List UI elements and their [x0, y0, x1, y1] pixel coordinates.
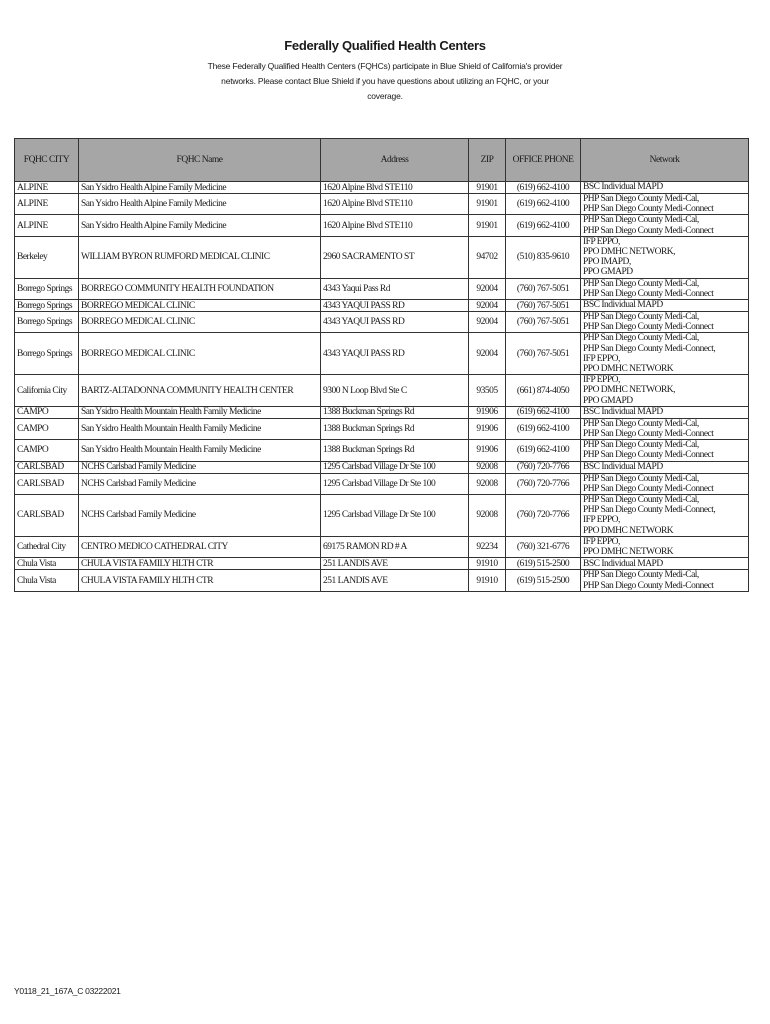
cell-address: 1620 Alpine Blvd STE110: [321, 194, 469, 215]
cell-network: [581, 495, 749, 537]
column-header-city: FQHC CITY: [15, 139, 79, 182]
cell-city: CAMPO: [15, 406, 79, 418]
network-line: PHP San Diego County Medi-Cal,: [583, 473, 699, 484]
cell-network: [581, 375, 749, 407]
cell-network: [581, 418, 749, 439]
cell-network: [581, 333, 749, 375]
cell-zip: 91910: [469, 558, 506, 570]
cell-address: 4343 Yaqui Pass Rd: [321, 278, 469, 299]
network-line: IFP EPPO,: [583, 353, 620, 364]
network-line: PPO DMHC NETWORK: [583, 525, 674, 536]
network-line: PHP San Diego County Medi-Connect: [583, 429, 714, 440]
cell-network: [581, 461, 749, 473]
cell-phone: (760) 720-7766: [506, 495, 581, 537]
table-row: [15, 182, 749, 194]
network-line: PHP San Diego County Medi-Connect: [583, 322, 714, 333]
network-line: PHP San Diego County Medi-Cal,: [583, 312, 699, 323]
cell-city: CARLSBAD: [15, 495, 79, 537]
cell-name: San Ysidro Health Mountain Health Family Medicine: [79, 418, 321, 439]
cell-zip: 91906: [469, 440, 506, 461]
cell-address: 1295 Carlsbad Village Dr Ste 100: [321, 461, 469, 473]
network-line: BSC Individual MAPD: [583, 300, 663, 311]
network-line: BSC Individual MAPD: [583, 558, 663, 569]
cell-phone: (760) 321-6776: [506, 536, 581, 557]
cell-network: [581, 278, 749, 299]
cell-zip: 91901: [469, 182, 506, 194]
cell-city: Cathedral City: [15, 536, 79, 557]
cell-zip: 93505: [469, 375, 506, 407]
cell-name: NCHS Carlsbad Family Medicine: [79, 461, 321, 473]
cell-phone: (760) 767-5051: [506, 278, 581, 299]
document-title: Federally Qualified Health Centers: [284, 38, 486, 53]
cell-zip: 92004: [469, 333, 506, 375]
network-line: BSC Individual MAPD: [583, 407, 663, 418]
cell-name: CHULA VISTA FAMILY HLTH CTR: [79, 558, 321, 570]
table-header: [15, 139, 749, 182]
table-row: [15, 333, 749, 375]
table-row: [15, 418, 749, 439]
table-row: [15, 300, 749, 312]
cell-zip: 91901: [469, 194, 506, 215]
fqhc-table: [14, 138, 749, 592]
cell-address: 1388 Buckman Springs Rd: [321, 418, 469, 439]
cell-network: [581, 536, 749, 557]
cell-network: [581, 312, 749, 333]
cell-address: 1388 Buckman Springs Rd: [321, 440, 469, 461]
cell-zip: 91910: [469, 570, 506, 591]
cell-city: Borrego Springs: [15, 312, 79, 333]
cell-name: NCHS Carlsbad Family Medicine: [79, 495, 321, 537]
table-row: [15, 536, 749, 557]
cell-city: California City: [15, 375, 79, 407]
cell-city: Chula Vista: [15, 558, 79, 570]
network-line: PPO GMAPD: [583, 395, 633, 406]
network-line: PPO DMHC NETWORK,: [583, 247, 676, 258]
cell-address: 69175 RAMON RD # A: [321, 536, 469, 557]
column-header-name: FQHC Name: [79, 139, 321, 182]
cell-network: [581, 558, 749, 570]
cell-phone: (619) 662-4100: [506, 182, 581, 194]
cell-city: CAMPO: [15, 440, 79, 461]
cell-name: San Ysidro Health Alpine Family Medicine: [79, 215, 321, 236]
cell-address: 251 LANDIS AVE: [321, 570, 469, 591]
cell-address: 251 LANDIS AVE: [321, 558, 469, 570]
table-row: [15, 558, 749, 570]
document-code: Y0118_21_167A_C 03222021: [14, 986, 121, 996]
cell-network: [581, 300, 749, 312]
cell-name: BARTZ-ALTADONNA COMMUNITY HEALTH CENTER: [79, 375, 321, 407]
cell-network: [581, 570, 749, 591]
cell-zip: 91906: [469, 418, 506, 439]
column-header-phone: OFFICE PHONE: [506, 139, 581, 182]
network-line: PHP San Diego County Medi-Connect,: [583, 343, 716, 354]
cell-phone: (619) 662-4100: [506, 440, 581, 461]
cell-city: CARLSBAD: [15, 461, 79, 473]
network-line: BSC Individual MAPD: [583, 182, 663, 193]
cell-address: 1295 Carlsbad Village Dr Ste 100: [321, 473, 469, 494]
cell-zip: 94702: [469, 236, 506, 278]
cell-phone: (619) 662-4100: [506, 194, 581, 215]
cell-address: 1620 Alpine Blvd STE110: [321, 182, 469, 194]
cell-network: [581, 194, 749, 215]
network-line: PHP San Diego County Medi-Cal,: [583, 495, 699, 506]
network-line: PHP San Diego County Medi-Connect: [583, 288, 714, 299]
network-line: PPO DMHC NETWORK: [583, 364, 674, 375]
cell-network: [581, 236, 749, 278]
network-line: PHP San Diego County Medi-Connect,: [583, 505, 716, 516]
cell-phone: (619) 662-4100: [506, 418, 581, 439]
cell-network: [581, 473, 749, 494]
intro-paragraph: These Federally Qualified Health Centers (FQHCs) participate in Blue Shield of California's provider networks. Please contact Blue Shield if you have questions about utilizing an FQHC, or your coverage.: [207, 61, 563, 101]
cell-city: ALPINE: [15, 182, 79, 194]
cell-city: CARLSBAD: [15, 473, 79, 494]
cell-name: BORREGO MEDICAL CLINIC: [79, 312, 321, 333]
cell-zip: 92008: [469, 461, 506, 473]
network-line: BSC Individual MAPD: [583, 462, 663, 473]
network-line: PPO DMHC NETWORK: [583, 547, 674, 558]
cell-name: San Ysidro Health Alpine Family Medicine: [79, 182, 321, 194]
network-line: PPO DMHC NETWORK,: [583, 385, 676, 396]
cell-phone: (619) 515-2500: [506, 558, 581, 570]
table-row: [15, 461, 749, 473]
column-header-network: Network: [581, 139, 749, 182]
cell-phone: (619) 662-4100: [506, 215, 581, 236]
network-line: PHP San Diego County Medi-Connect: [583, 483, 714, 494]
cell-zip: 92008: [469, 495, 506, 537]
network-line: PHP San Diego County Medi-Cal,: [583, 194, 699, 204]
network-line: PHP San Diego County Medi-Connect: [583, 580, 714, 591]
network-line: PHP San Diego County Medi-Cal,: [583, 418, 699, 429]
network-line: PHP San Diego County Medi-Cal,: [583, 215, 699, 226]
cell-address: 1295 Carlsbad Village Dr Ste 100: [321, 495, 469, 537]
cell-name: BORREGO COMMUNITY HEALTH FOUNDATION: [79, 278, 321, 299]
cell-address: 1388 Buckman Springs Rd: [321, 406, 469, 418]
network-line: PHP San Diego County Medi-Cal,: [583, 278, 699, 289]
cell-name: CHULA VISTA FAMILY HLTH CTR: [79, 570, 321, 591]
cell-phone: (619) 515-2500: [506, 570, 581, 591]
table-row: [15, 278, 749, 299]
cell-address: 1620 Alpine Blvd STE110: [321, 215, 469, 236]
cell-name: BORREGO MEDICAL CLINIC: [79, 300, 321, 312]
cell-name: San Ysidro Health Alpine Family Medicine: [79, 194, 321, 215]
network-line: PPO GMAPD: [583, 267, 633, 278]
document-header: [0, 38, 770, 104]
cell-name: CENTRO MEDICO CATHEDRAL CITY: [79, 536, 321, 557]
cell-address: 2960 SACRAMENTO ST: [321, 236, 469, 278]
network-line: IFP EPPO,: [583, 236, 620, 247]
header-row: [15, 139, 749, 182]
cell-city: Chula Vista: [15, 570, 79, 591]
table-row: [15, 495, 749, 537]
cell-city: Borrego Springs: [15, 278, 79, 299]
cell-city: CAMPO: [15, 418, 79, 439]
cell-name: BORREGO MEDICAL CLINIC: [79, 333, 321, 375]
cell-city: ALPINE: [15, 194, 79, 215]
cell-address: 4343 YAQUI PASS RD: [321, 312, 469, 333]
cell-name: San Ysidro Health Mountain Health Family Medicine: [79, 440, 321, 461]
cell-zip: 91906: [469, 406, 506, 418]
table-row: [15, 215, 749, 236]
table-row: [15, 375, 749, 407]
cell-address: 4343 YAQUI PASS RD: [321, 300, 469, 312]
network-line: IFP EPPO,: [583, 515, 620, 526]
network-line: PHP San Diego County Medi-Connect: [583, 450, 714, 461]
cell-zip: 92004: [469, 278, 506, 299]
table-row: [15, 440, 749, 461]
network-line: PHP San Diego County Medi-Cal,: [583, 440, 699, 451]
cell-zip: 92234: [469, 536, 506, 557]
table-row: [15, 570, 749, 591]
network-line: PHP San Diego County Medi-Cal,: [583, 333, 699, 344]
cell-phone: (760) 720-7766: [506, 461, 581, 473]
table-row: [15, 473, 749, 494]
cell-phone: (760) 767-5051: [506, 312, 581, 333]
network-line: PHP San Diego County Medi-Connect: [583, 204, 714, 215]
cell-network: [581, 406, 749, 418]
cell-network: [581, 182, 749, 194]
cell-zip: 92008: [469, 473, 506, 494]
cell-name: San Ysidro Health Mountain Health Family Medicine: [79, 406, 321, 418]
table-row: [15, 236, 749, 278]
cell-zip: 92004: [469, 312, 506, 333]
cell-name: WILLIAM BYRON RUMFORD MEDICAL CLINIC: [79, 236, 321, 278]
column-header-address: Address: [321, 139, 469, 182]
network-line: IFP EPPO,: [583, 375, 620, 386]
cell-phone: (760) 720-7766: [506, 473, 581, 494]
cell-phone: (760) 767-5051: [506, 333, 581, 375]
cell-zip: 92004: [469, 300, 506, 312]
network-line: PHP San Diego County Medi-Cal,: [583, 570, 699, 581]
cell-name: NCHS Carlsbad Family Medicine: [79, 473, 321, 494]
table-row: [15, 194, 749, 215]
cell-phone: (619) 662-4100: [506, 406, 581, 418]
cell-city: Berkeley: [15, 236, 79, 278]
cell-address: 4343 YAQUI PASS RD: [321, 333, 469, 375]
cell-city: ALPINE: [15, 215, 79, 236]
cell-phone: (510) 835-9610: [506, 236, 581, 278]
table-row: [15, 312, 749, 333]
cell-city: Borrego Springs: [15, 300, 79, 312]
cell-network: [581, 215, 749, 236]
network-line: IFP EPPO,: [583, 536, 620, 547]
network-line: PPO IMAPD,: [583, 257, 631, 268]
column-header-zip: ZIP: [469, 139, 506, 182]
cell-phone: (760) 767-5051: [506, 300, 581, 312]
cell-city: Borrego Springs: [15, 333, 79, 375]
table-body: [15, 182, 749, 592]
cell-network: [581, 440, 749, 461]
network-line: PHP San Diego County Medi-Connect: [583, 225, 714, 236]
table-row: [15, 406, 749, 418]
cell-address: 9300 N Loop Blvd Ste C: [321, 375, 469, 407]
cell-zip: 91901: [469, 215, 506, 236]
cell-phone: (661) 874-4050: [506, 375, 581, 407]
